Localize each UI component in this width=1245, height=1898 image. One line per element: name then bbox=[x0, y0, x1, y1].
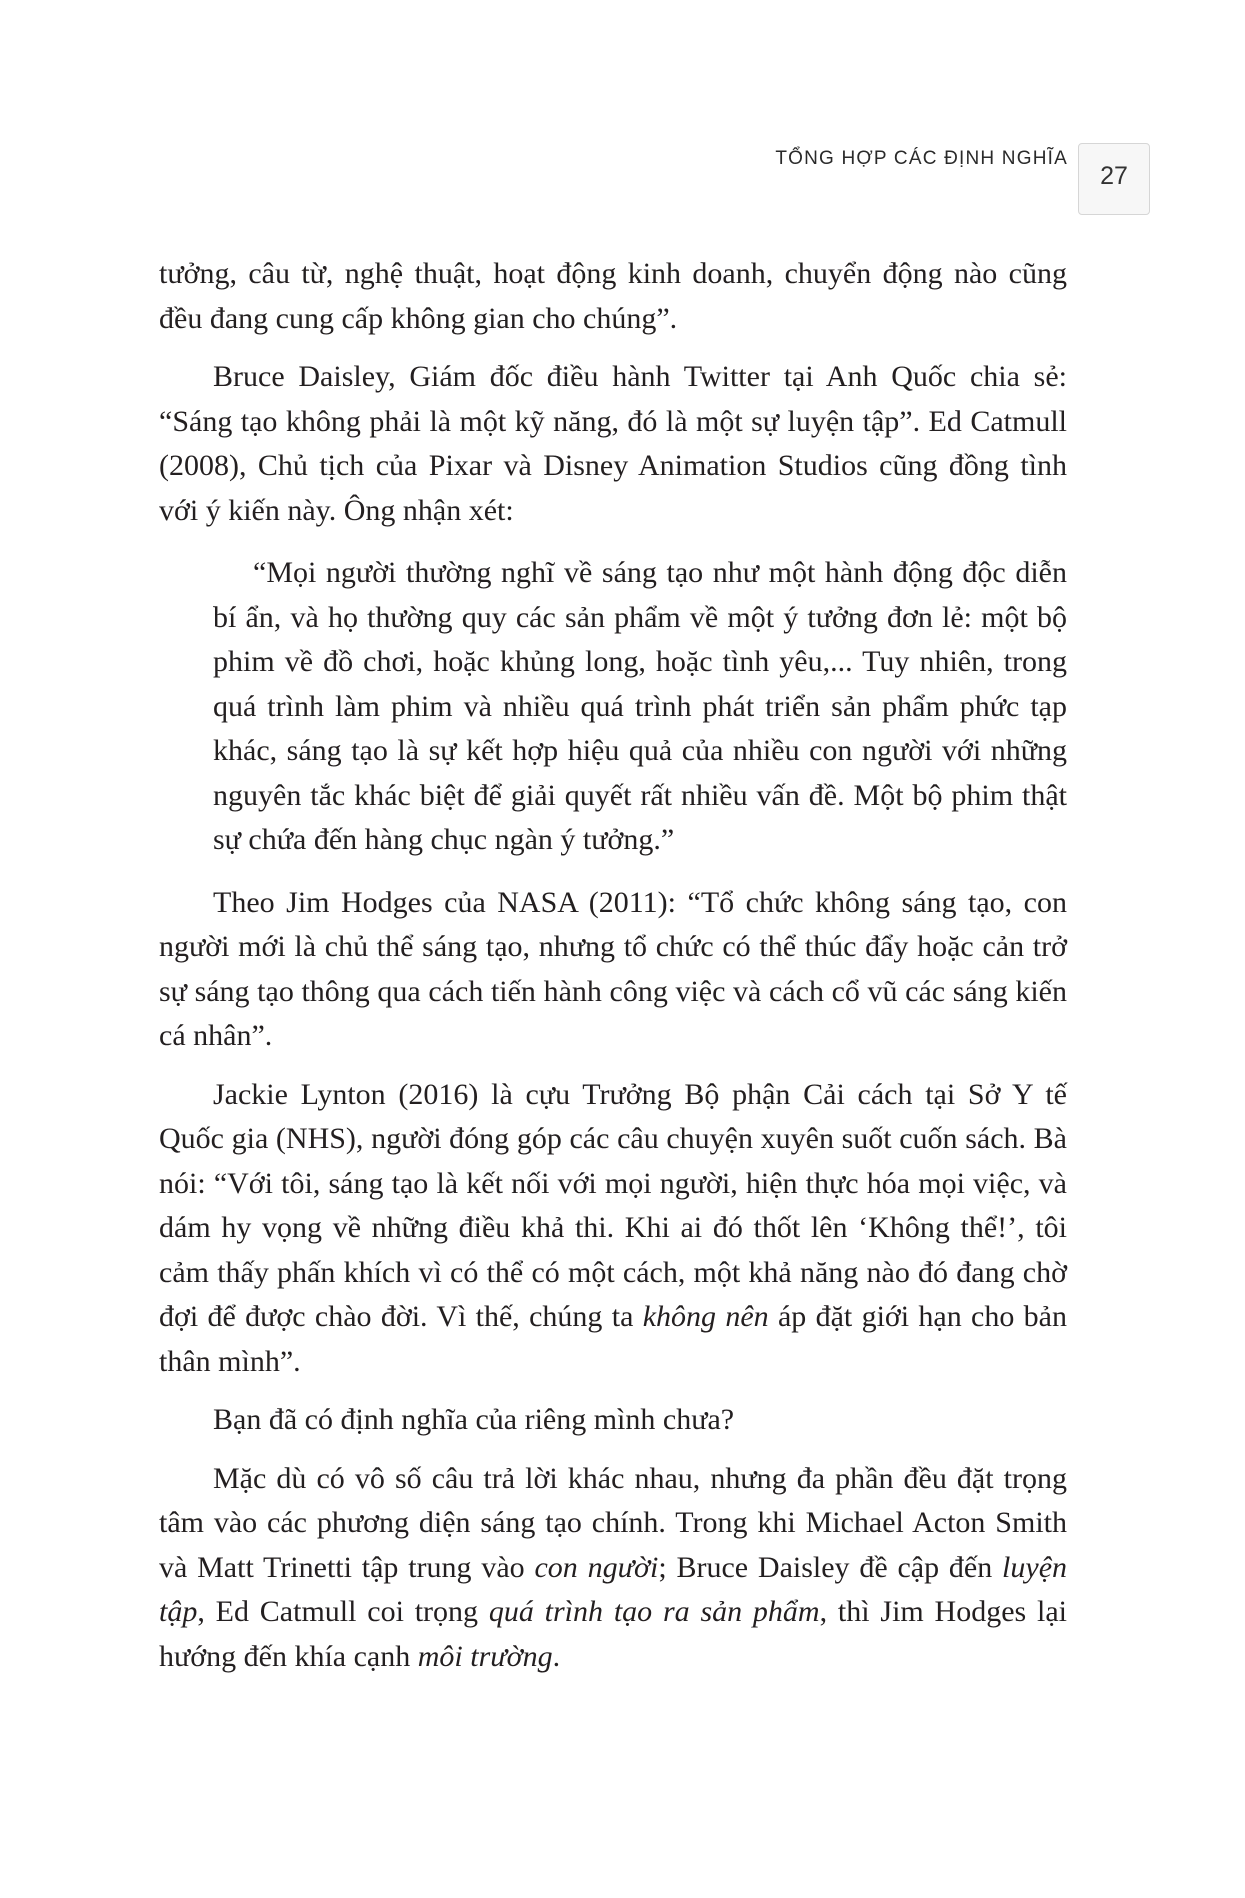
text-run: ; Bruce Daisley đề cập đến bbox=[658, 1550, 1003, 1584]
text-run: , thì Jim Hodges lại hướng đến khía cạnh bbox=[159, 1595, 1068, 1673]
italic-text-run: không nên bbox=[642, 1300, 769, 1333]
text-run: , Ed Catmull coi trọng bbox=[197, 1595, 489, 1628]
block-quote-catmull: “Mọi người thường nghĩ về sáng tạo như một hành động độc diễn bí ẩn, và họ thường quy các sản phẩm về một ý tưởng đơn lẻ: một bộ phim về đồ chơi, hoặc khủng long, hoặc tình yêu,... Tuy nhiên, trong quá trình làm phim và nhiều quá trình phát triển sản phẩm phức tạp khác, sáng tạo là sự kết hợp hiệu quả của nhiều con người với những nguyên tắc khác biệt để giải quyết rất nhiều vấn đề. Một bộ phim thật sự chứa đến hàng chục ngàn ý tưởng.” bbox=[213, 556, 1067, 856]
italic-text-run: môi trường bbox=[417, 1639, 553, 1673]
paragraph-bruce-daisley: Bruce Daisley, Giám đốc điều hành Twitter tại Anh Quốc chia sẻ: “Sáng tạo không phải là một kỹ năng, đó là một sự luyện tập”. Ed Catmull (2008), Chủ tịch của Pixar và Disney Animation Studios cũng đồng tình với ý kiến này. Ông nhận xét: bbox=[159, 360, 1067, 527]
text-run: áp đặt giới hạn cho bản thân mình”. bbox=[159, 1300, 1067, 1378]
italic-text-run: con người bbox=[534, 1550, 659, 1584]
italic-text-run: quá trình tạo ra sản phẩm bbox=[488, 1595, 820, 1628]
paragraph-continuation: tưởng, câu từ, nghệ thuật, hoạt động kinh doanh, chuyển động nào cũng đều đang cung cấp không gian cho chúng”. bbox=[159, 257, 1067, 335]
text-run: Jackie Lynton (2016) là cựu Trưởng Bộ phận Cải cách tại Sở Y tế Quốc gia (NHS), người đóng góp các câu chuyện xuyên suốt cuốn sách. Bà nói: “Với tôi, sáng tạo là kết nối với mọi người, hiện thực hóa mọi việc, và dám hy vọng về những điều khả thi. Khi ai đó thốt lên ‘Không thể!’, tôi cảm thấy phấn khích vì có thể có một cách, một khả năng nào đó đang chờ đợi để được chào đời. Vì thế, chúng ta bbox=[159, 1077, 1067, 1333]
page-body bbox=[159, 252, 1067, 1693]
paragraph-jackie-lynton bbox=[159, 1073, 1067, 1385]
text-run: Mặc dù có vô số câu trả lời khác nhau, nhưng đa phần đều đặt trọng tâm vào các phương diện sáng tạo chính. Trong khi Michael Acton Smith và Matt Trinetti tập trung vào bbox=[159, 1461, 1067, 1584]
italic-text-run: luyện tập bbox=[159, 1550, 1068, 1628]
page-number: 27 bbox=[1078, 143, 1150, 215]
paragraph-summary bbox=[159, 1457, 1067, 1680]
text-run: . bbox=[552, 1639, 561, 1673]
paragraph-question: Bạn đã có định nghĩa của riêng mình chưa? bbox=[213, 1403, 735, 1436]
paragraph-jim-hodges: Theo Jim Hodges của NASA (2011): “Tổ chức không sáng tạo, con người mới là chủ thể sáng tạo, nhưng tổ chức có thể thúc đẩy hoặc cản trở sự sáng tạo thông qua cách tiến hành công việc và cách cổ vũ các sáng kiến cá nhân”. bbox=[159, 885, 1067, 1052]
running-header-title: TỔNG HỢP CÁC ĐỊNH NGHĨA bbox=[775, 148, 1068, 169]
